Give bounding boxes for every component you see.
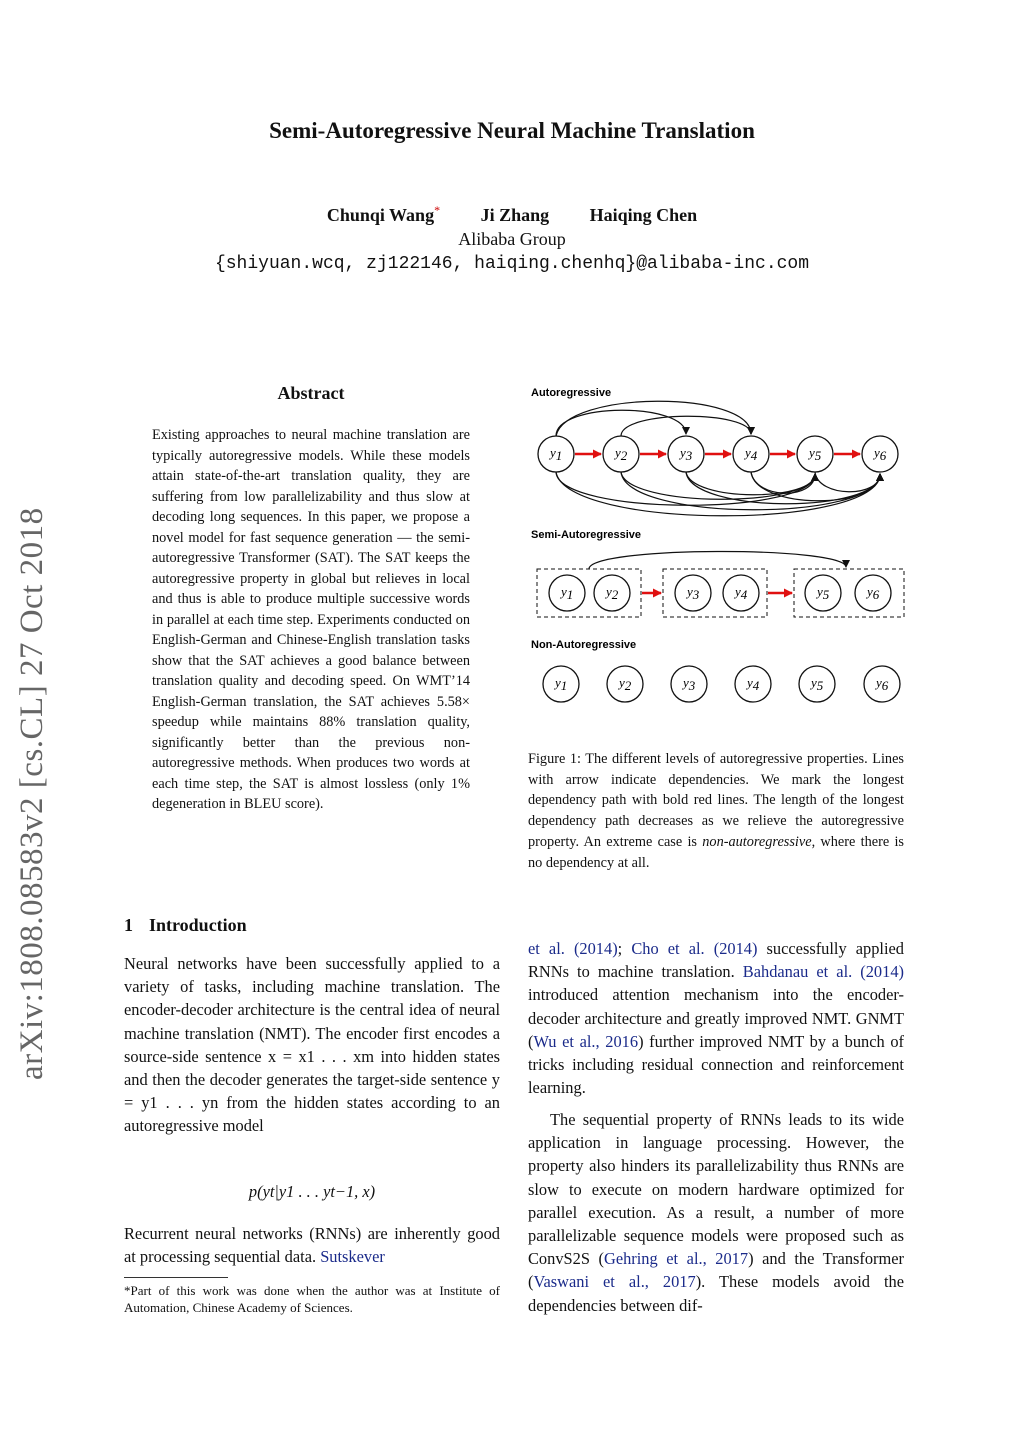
footnote-rule: [124, 1277, 228, 1278]
svg-text:y1: y1: [555, 675, 568, 693]
citation-link[interactable]: Gehring et al., 2017: [603, 1249, 749, 1269]
label-non-autoregressive: Non-Autoregressive: [531, 639, 637, 651]
svg-text:y3: y3: [683, 675, 696, 693]
svg-text:y6: y6: [876, 675, 889, 693]
section-heading: [124, 915, 247, 936]
svg-text:y4: y4: [745, 445, 758, 463]
abstract-heading: Abstract: [277, 383, 345, 403]
section-title: Introduction: [149, 915, 247, 935]
author-footnote-mark: *: [434, 203, 441, 217]
svg-text:y3: y3: [687, 584, 700, 602]
svg-text:y5: y5: [817, 584, 830, 602]
right-paragraph-1: et al. (2014); Cho et al. (2014) successfully applied RNNs to machine translation. Bahdanau et al. (2014) introduced attention mechanism into the encoder-decoder architecture and greatly improved NMT. GNMT (Wu et al., 2016) further improved NMT by a bunch of tricks including residual connection and reinforcement learning.: [528, 939, 905, 1098]
section-number: 1: [124, 915, 133, 935]
citation-link[interactable]: Bahdanau et al. (2014): [742, 962, 904, 982]
arxiv-watermark: arXiv:1808.08583v2 [cs.CL] 27 Oct 2018: [14, 507, 50, 1080]
abstract-text: Existing approaches to neural machine translation are typically autoregressive models. While these models attain state-of-the-art translation quality, they are suffering from low parallelizability and thus slow at decoding long sequences. In this paper, we propose a novel model for fast sequence generation — the semi-autoregressive Transformer (SAT). The SAT keeps the autoregressive property in global but relieves in local and thus is able to produce multiple successive words in parallel at each time step. Experiments conducted on English-German and Chinese-English translation tasks show that the SAT achieves a good balance between translation quality and decoding speed. On WMT’14 English-German translation, the SAT achieves 5.58× speedup while maintains 88% translation quality, significantly better than the previous non-autoregressive methods. When produces two words at each time step, the SAT is almost lossless (only 1% degeneration in BLEU score).: [152, 427, 470, 812]
citation-link[interactable]: Vaswani et al., 2017: [533, 1272, 696, 1292]
svg-text:y6: y6: [867, 584, 880, 602]
citation-link[interactable]: Wu et al., 2016: [533, 1031, 639, 1051]
ar-upper-edges: [556, 401, 751, 436]
right-paragraph-2: The sequential property of RNNs leads to its wide application in language processing. However, the property also hinders its parallelizability thus RNNs are slow to execute on modern hardware optimized for parallel execution. As a result, a number of more parallelizable sequence models were proposed such as ConvS2S (Gehring et al., 2017) and the Transformer (Vaswani et al., 2017). These models avoid the dependencies between dif-: [528, 1110, 904, 1315]
equation: p(yt|y1 . . . yt−1, x): [248, 1182, 376, 1201]
affiliation: Alibaba Group: [458, 229, 566, 249]
figure-1: [526, 380, 910, 710]
svg-text:y1: y1: [550, 445, 563, 463]
citation-link[interactable]: et al. (2014): [528, 939, 618, 958]
ar-lower-edges: [556, 472, 880, 516]
sat-groups: [537, 569, 904, 617]
label-semi-autoregressive: Semi-Autoregressive: [531, 529, 642, 541]
nat-nodes: [543, 666, 900, 702]
author-list: [0, 203, 1024, 226]
intro-paragraph-1: Neural networks have been successfully applied to a variety of tasks, including machine translation. The encoder-decoder architecture is the central idea of neural machine translation (NMT). The encoder first encodes a source-side sentence x = x1 . . . xm into hidden states and then the decoder generates the target-side sentence y = y1 . . . yn from the hidden states according to an autoregressive model: [124, 954, 500, 1136]
svg-text:y3: y3: [680, 445, 693, 463]
author-3: Haiqing Chen: [589, 205, 698, 225]
svg-text:y6: y6: [874, 445, 887, 463]
sat-upper-edge: [589, 551, 846, 569]
intro-paragraph-2-text: Recurrent neural networks (RNNs) are inherently good at processing sequential data.: [124, 1224, 500, 1267]
author-2: Ji Zhang: [480, 205, 550, 225]
sat-nodes: [549, 575, 891, 611]
footnote: *Part of this work was done when the author was at Institute of Automation, Chinese Academy of Sciences.: [124, 1283, 500, 1315]
intro-paragraph-2: [124, 1222, 500, 1268]
svg-text:y4: y4: [735, 584, 748, 602]
figure-1-caption: Figure 1: The different levels of autoregressive properties. Lines with arrow indicate dependencies. We mark the longest dependency path with bold red lines. The length of the longest dependency path decreases as we relieve the autoregressive property. An extreme case is non-autoregressive, where there is no dependency at all.: [528, 751, 904, 871]
nat-node-labels: [553, 675, 889, 693]
author-emails: {shiyuan.wcq, zj122146, haiqing.chenhq}@alibaba-inc.com: [214, 254, 810, 274]
citation-link[interactable]: Cho et al. (2014): [631, 939, 758, 958]
author-1: Chunqi Wang*: [326, 203, 441, 225]
citation-link[interactable]: Sutskever: [320, 1247, 385, 1267]
svg-text:y2: y2: [606, 584, 619, 602]
label-autoregressive: Autoregressive: [531, 387, 612, 399]
paper-title: Semi-Autoregressive Neural Machine Translation: [269, 118, 755, 143]
svg-text:y2: y2: [619, 675, 632, 693]
svg-text:y5: y5: [811, 675, 824, 693]
svg-text:y2: y2: [615, 445, 628, 463]
svg-text:y4: y4: [747, 675, 760, 693]
svg-text:y1: y1: [561, 584, 574, 602]
svg-text:y5: y5: [809, 445, 822, 463]
